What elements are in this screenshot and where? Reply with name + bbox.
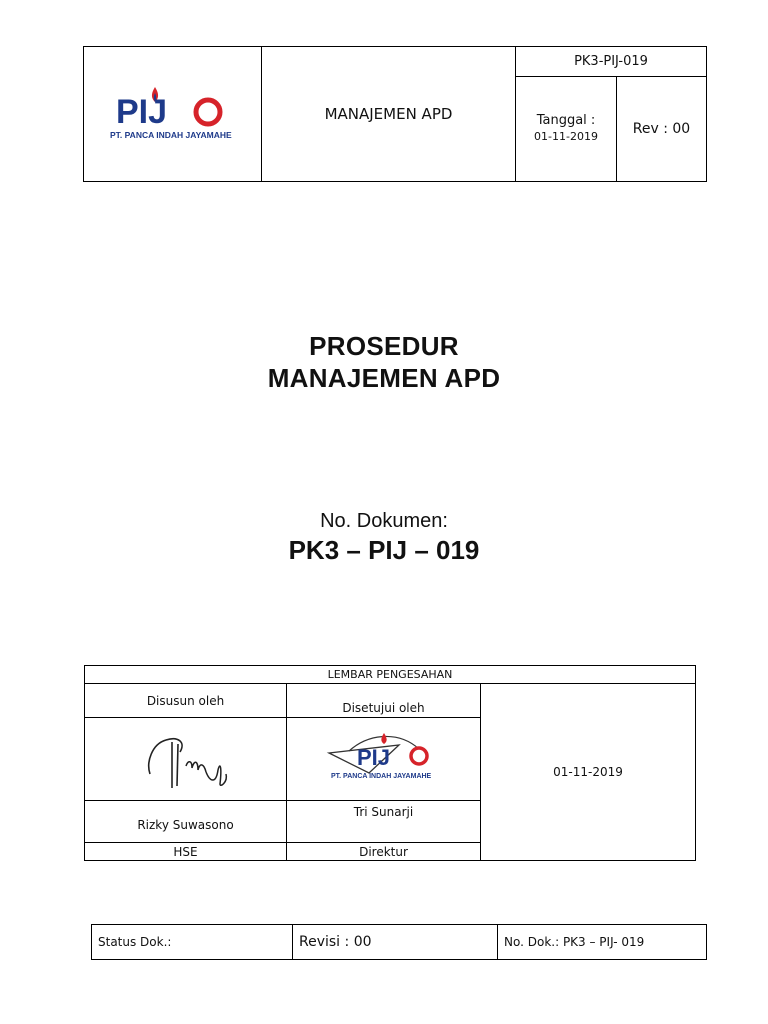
approval-sheet-title: LEMBAR PENGESAHAN xyxy=(85,666,696,684)
approval-sheet xyxy=(84,665,696,861)
footer-document-number: No. Dok.: PK3 – PIJ- 019 xyxy=(498,925,707,960)
company-stamp-image xyxy=(309,723,459,793)
procedure-title-line1: PROSEDUR xyxy=(309,331,459,361)
date-value: 01-11-2019 xyxy=(534,130,598,144)
svg-text:PT. PANCA INDAH JAYAMAHE: PT. PANCA INDAH JAYAMAHE xyxy=(330,772,431,780)
prepared-signature-cell xyxy=(85,718,287,801)
document-code: PK3-PIJ-019 xyxy=(516,47,707,77)
revision-cell: Rev : 00 xyxy=(617,77,707,182)
svg-text:PT. PANCA INDAH JAYAMAHE: PT. PANCA INDAH JAYAMAHE xyxy=(109,130,232,140)
document-status: Status Dok.: xyxy=(92,925,293,960)
signature-image xyxy=(136,722,236,794)
company-logo-cell xyxy=(84,47,262,182)
document-revision: Revisi : 00 xyxy=(293,925,498,960)
procedure-title-line2: MANAJEMEN APD xyxy=(267,363,501,393)
approved-role: Direktur xyxy=(287,843,481,861)
approved-name: Tri Sunarji xyxy=(287,801,481,843)
date-label: Tanggal : xyxy=(536,113,596,129)
svg-text:PIJ: PIJ xyxy=(356,744,390,770)
prepared-name: Rizky Suwasono xyxy=(85,801,287,843)
procedure-title xyxy=(0,330,768,394)
prepared-role: HSE xyxy=(85,843,287,861)
svg-text:PIJ: PIJ xyxy=(115,93,167,131)
company-logo xyxy=(108,81,238,143)
document-number-label: No. Dokumen: xyxy=(320,510,448,532)
date-cell xyxy=(516,77,617,182)
document-title: MANAJEMEN APD xyxy=(262,47,516,182)
document-header xyxy=(83,46,707,182)
document-footer xyxy=(91,924,707,960)
approved-by-label: Disetujui oleh xyxy=(287,684,481,718)
approval-date: 01-11-2019 xyxy=(481,684,696,861)
prepared-by-label: Disusun oleh xyxy=(85,684,287,718)
approved-signature-cell xyxy=(287,718,481,801)
document-number: PK3 – PIJ – 019 xyxy=(288,535,480,565)
